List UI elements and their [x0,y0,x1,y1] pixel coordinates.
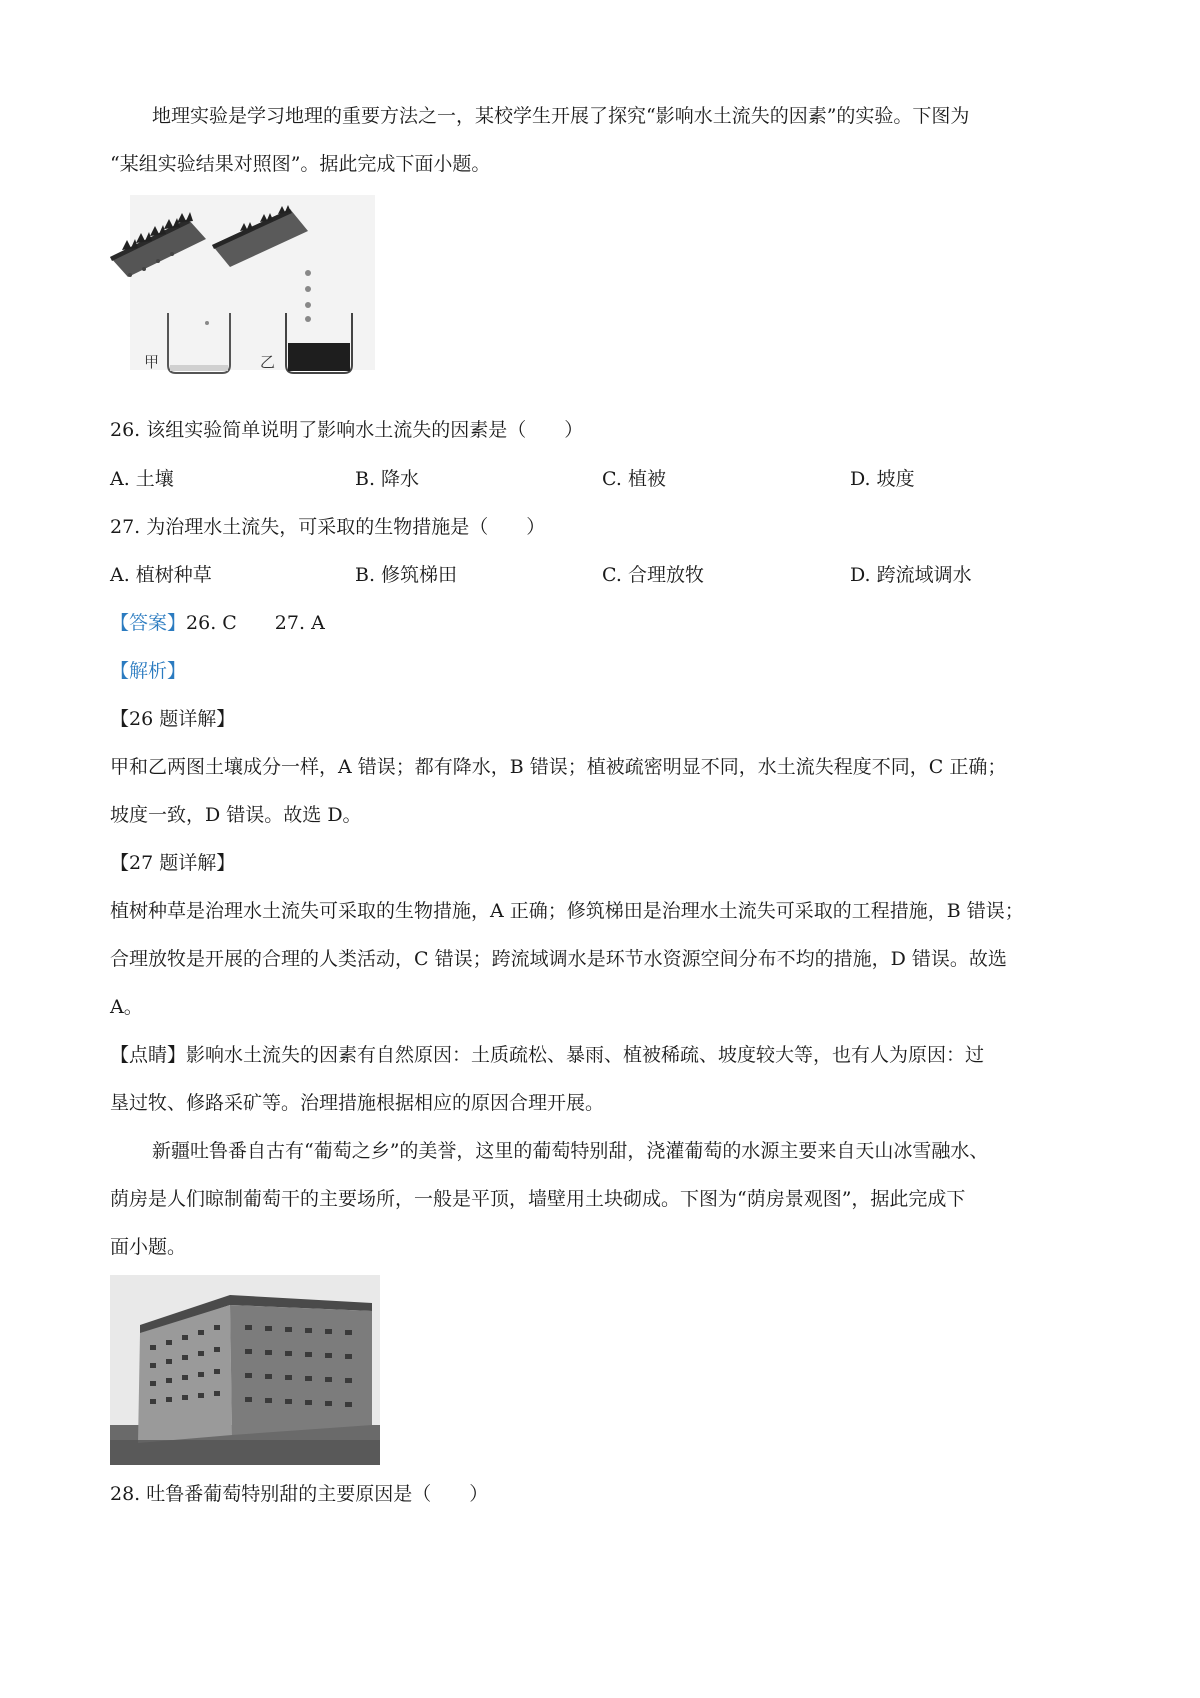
detail-26-line2: 坡度一致，D 错误。故选 D。 [110,804,362,826]
pointer-text-line1: 影响水土流失的因素有自然原因：土质疏松、暴雨、植被稀疏、坡度较大等，也有人为原因：过 [186,1044,985,1066]
answer-text: 26. C 27. A [186,612,325,634]
question-26-option-d: D. 坡度 [850,468,915,490]
figure-label-jia: 甲 [144,353,160,371]
answer-tag: 【答案】 [110,612,187,634]
question-26-stem: 26. 该组实验简单说明了影响水土流失的因素是（ ） [110,419,584,441]
intro2-line1: 新疆吐鲁番自古有“葡萄之乡”的美誉，这里的葡萄特别甜，浇灌葡萄的水源主要来自天山冰雪融水、 [152,1140,989,1162]
question-27-option-c: C. 合理放牧 [602,564,704,586]
detail-26-title: 【26 题详解】 [110,708,236,730]
intro2-line3: 面小题。 [110,1236,187,1258]
question-26-option-a: A. 土壤 [110,468,174,490]
question-26-option-c: C. 植被 [602,468,666,490]
intro2-line2: 荫房是人们晾制葡萄干的主要场所，一般是平顶，墙壁用土块砌成。下图为“荫房景观图”，据此完成下 [110,1188,966,1210]
question-27-option-b: B. 修筑梯田 [355,564,458,586]
analysis-tag: 【解析】 [110,660,187,682]
detail-27-line3: A。 [110,996,143,1018]
detail-26-line1: 甲和乙两图土壤成分一样，A 错误；都有降水，B 错误；植被疏密明显不同，水土流失程度不同，C 正确； [110,756,1007,778]
drying-house-photo [110,1275,380,1465]
intro-paragraph-line2: “某组实验结果对照图”。据此完成下面小题。 [110,153,491,175]
detail-27-line2: 合理放牧是开展的合理的人类活动，C 错误；跨流域调水是环节水资源空间分布不均的措施，D 错误。故选 [110,948,1007,970]
figure-label-yi: 乙 [260,353,276,371]
pointer-tag: 【点睛】 [110,1044,187,1066]
question-26-option-b: B. 降水 [355,468,420,490]
question-27-stem: 27. 为治理水土流失，可采取的生物措施是（ ） [110,516,546,538]
experiment-comparison-figure [110,195,375,395]
question-27-option-a: A. 植树种草 [110,564,212,586]
question-28-stem: 28. 吐鲁番葡萄特别甜的主要原因是（ ） [110,1483,489,1505]
question-27-option-d: D. 跨流域调水 [850,564,972,586]
answer-line [110,611,1100,635]
detail-27-title: 【27 题详解】 [110,852,236,874]
detail-27-line1: 植树种草是治理水土流失可采取的生物措施，A 正确；修筑梯田是治理水土流失可采取的工程措施，B 错误； [110,900,1024,922]
intro-paragraph-line1: 地理实验是学习地理的重要方法之一，某校学生开展了探究“影响水土流失的因素”的实验。下图为 [152,105,970,127]
pointer-line1 [110,1043,1100,1067]
pointer-line2: 垦过牧、修路采矿等。治理措施根据相应的原因合理开展。 [110,1092,605,1114]
